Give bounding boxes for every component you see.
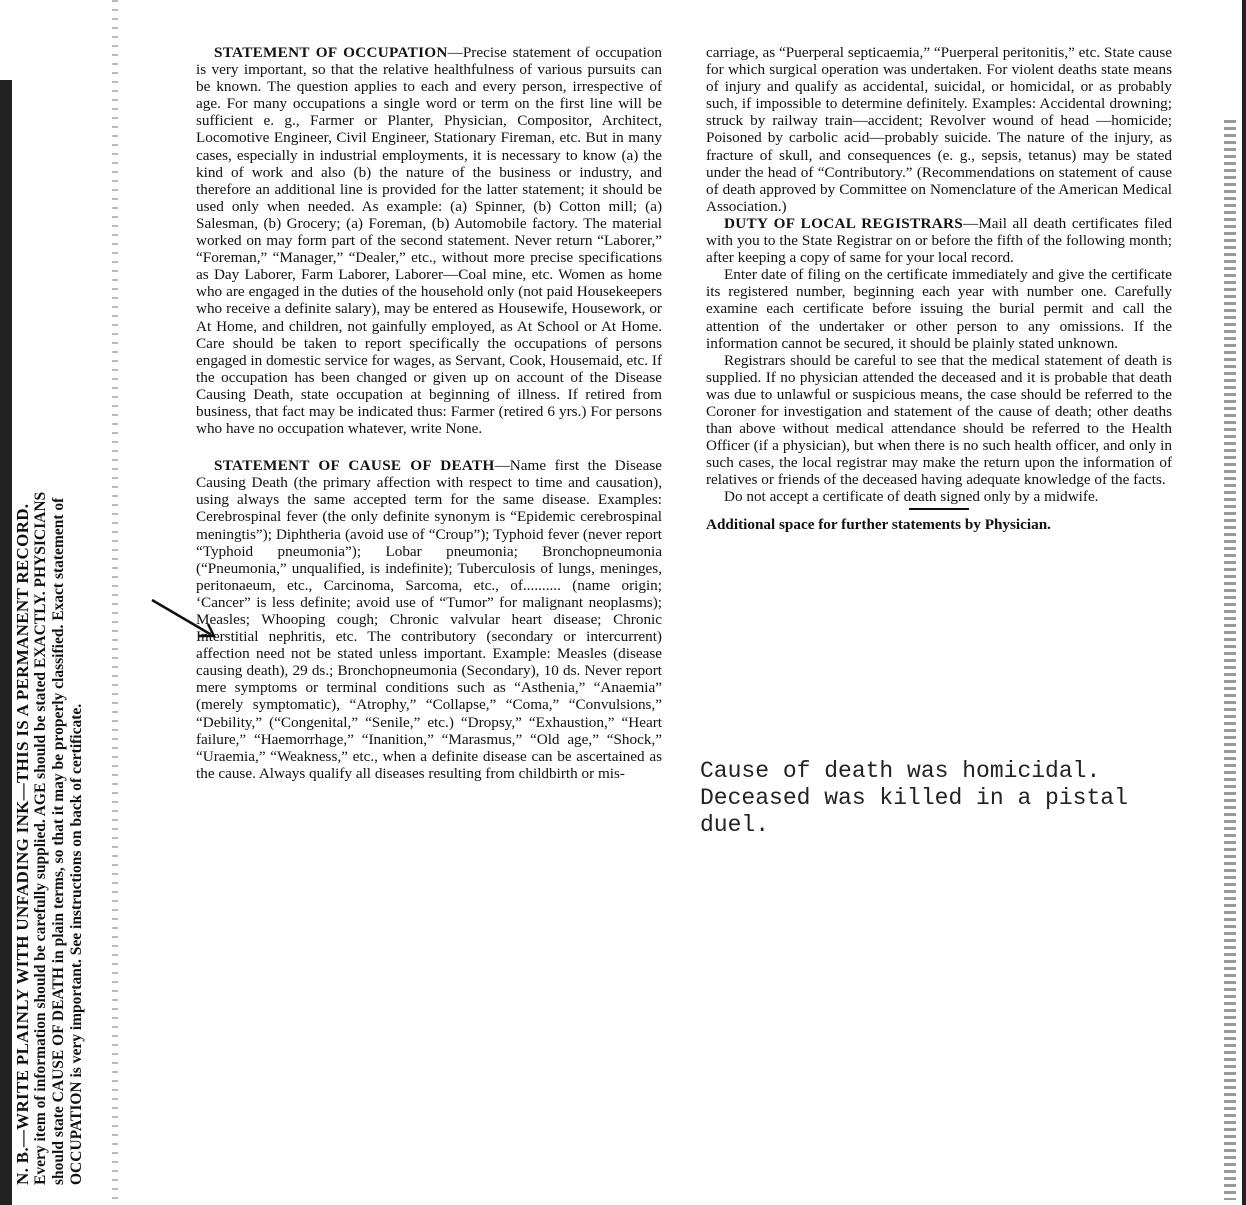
right-column bbox=[706, 44, 1172, 533]
scan-right-edge bbox=[1242, 0, 1246, 1205]
typed-line-2: Deceased was killed in a pistal bbox=[700, 785, 1128, 811]
cause-paragraph bbox=[196, 457, 662, 782]
cause-continued: carriage, as “Puerperal septicaemia,” “Puerperal peritonitis,” etc. State cause for which surgical operation was undertaken. For violent deaths state means of injury and qualify as accidental, suicidal, or homicidal, or as probably such, if impossible to determine definitely. Examples: Accidental drowning; struck by railway train—accident; Revolver wound of head —homicide; Poisoned by carbolic acid—probably suicide. The nature of the injury, as fracture of skull, and consequences (e. g., sepsis, tetanus) may be stated under the head of “Contributory.” (Recommendations on statement of cause of death approved by Committee on Nomenclature of the American Medical Association.) bbox=[706, 44, 1172, 215]
side-notice-line-4: OCCUPATION is very important. See instructions on back of certificate. bbox=[68, 703, 85, 1185]
scan-speckle-right bbox=[1224, 120, 1236, 1200]
divider bbox=[909, 508, 969, 510]
side-notice-line-2: Every item of information should be carefully supplied. AGE should be stated EXACTLY. PHYSICIANS bbox=[32, 491, 49, 1185]
registrars-body: —Mail all death certificates filed with you to the State Registrar on or before the fifth of the following month; after keeping a copy of same for your local record. bbox=[706, 214, 1172, 267]
registrars-para-3: Registrars should be careful to see that the medical statement of death is supplied. If no physician attended the deceased and it is probable that death was due to unlawful or suspicious means, the case should be referred to the Coroner for investigation and statement of the cause of death; other deaths than above without medical attendance should be referred to the Health Officer (if a physician), but when there is no such health officer, and only in such cases, the local registrar may make the return upon the information of relatives or friends of the deceased having adequate knowledge of the facts. bbox=[706, 351, 1172, 489]
scan-speckle-left bbox=[112, 0, 118, 1205]
registrars-para-4: Do not accept a certificate of death signed only by a midwife. bbox=[724, 488, 1099, 506]
occupation-body: —Precise statement of occupation is very important, so that the relative healthfulness of various pursuits can be known. The question applies to each and every person, irrespective of age. For many occupations a single word or term on the first line will be sufficient e. g., Farmer or Planter, Physician, Compositor, Architect, Locomotive Engineer, Civil Engineer, Stationary Fireman, etc. But in many cases, especially in industrial employments, it is necessary to know (a) the kind of work and also (b) the nature of the business or industry, and therefore an additional line is provided for the latter statement; it should be used only when needed. As example: (a) Spinner, (b) Cotton mill; (a) Salesman, (b) Grocery; (a) Foreman, (b) Automobile factory. The material worked on may form part of the second statement. Never return “Laborer,” “Foreman,” “Manager,” “Dealer,” etc., without more precise specifications as Day Laborer, Farm Laborer, Laborer—Coal mine, etc. Women as home who are engaged in the duties of the household only (not paid Housekeepers who receive a definite salary), may be entered as Housewife, Housework, or At Home, and children, not gainfully employed, as At School or At Home. Care should be taken to report specifically the occupations of persons engaged in domestic service for wages, as Servant, Cook, Housemaid, etc. If the occupation has been changed or given up on account of the Disease Causing Death, state occupation at beginning of illness. If retired from business, that fact may be indicated thus: Farmer (retired 6 yrs.) For persons who have no occupation whatever, write None. bbox=[196, 44, 663, 438]
scan-left-edge bbox=[0, 80, 12, 1205]
additional-space-label: Additional space for further statements by Physician. bbox=[706, 515, 1051, 533]
registrars-heading: DUTY OF LOCAL REGISTRARS bbox=[724, 214, 964, 232]
left-column bbox=[196, 44, 662, 782]
registrars-paragraph bbox=[706, 215, 1172, 266]
cause-body: —Name first the Disease Causing Death (the primary affection with respect to time and causation), using always the same accepted term for the same disease. Examples: Cerebrospinal fever (the only definite synonym is “Epidemic cerebrospinal meningtis”); Diphtheria (avoid use of “Croup”); Typhoid fever (never report “Typhoid pneumonia”); Lobar pneumonia; Bronchopneumonia (“Pneumonia,” unqualified, is indefinite); Tuberculosis of lungs, meninges, peritonaeum, etc., Carcinoma, Sarcoma, etc., of.......... (name origin; ‘Cancer” is less definite; avoid use of “Tumor” for malignant neoplasms); Measles; Whooping cough; Chronic valvular heart disease; Chronic Interstitial nephritis, etc. The contributory (secondary or intercurrent) affection need not be stated unless important. Example: Measles (disease causing death), 29 ds.; Bronchopneumonia (Secondary), 10 ds. Never report mere symptoms or terminal conditions such as “Asthenia,” “Anaemia” (merely symptomatic), “Atrophy,” “Collapse,” “Coma,” “Convulsions,” “Debility,” (“Congenital,” “Senile,” etc.) “Dropsy,” “Exhaustion,” “Heart failure,” “Haemorrhage,” “Inanition,” “Marasmus,” “Old age,” “Shock,” “Uraemia,” “Weakness,” etc., when a definite disease can be ascertained as the cause. Always qualify all diseases resulting from childbirth or mis- bbox=[196, 457, 662, 782]
physician-typed-statement bbox=[700, 758, 1200, 839]
side-notice-line-3: should state CAUSE OF DEATH in plain terms, so that it may be properly classified. Exact statement of bbox=[50, 497, 67, 1185]
registrars-para-2: Enter date of filing on the certificate immediately and give the certificate its registered number, beginning each year with number one. Carefully examine each certificate before issuing the burial permit and call the attention of the undertaker or other person to any omissions. If the information cannot be secured, it should be plainly stated unknown. bbox=[706, 266, 1172, 352]
occupation-paragraph bbox=[196, 44, 662, 437]
cause-heading: STATEMENT OF CAUSE OF DEATH bbox=[214, 457, 495, 475]
side-notice bbox=[14, 75, 86, 1185]
occupation-heading: STATEMENT OF OCCUPATION bbox=[214, 44, 448, 61]
side-notice-line-1: N. B.—WRITE PLAINLY WITH UNFADING INK—THIS IS A PERMANENT RECORD. bbox=[13, 503, 32, 1185]
section-gap bbox=[196, 437, 662, 457]
typed-line-3: duel. bbox=[700, 812, 770, 838]
typed-line-1: Cause of death was homicidal. bbox=[700, 758, 1101, 784]
